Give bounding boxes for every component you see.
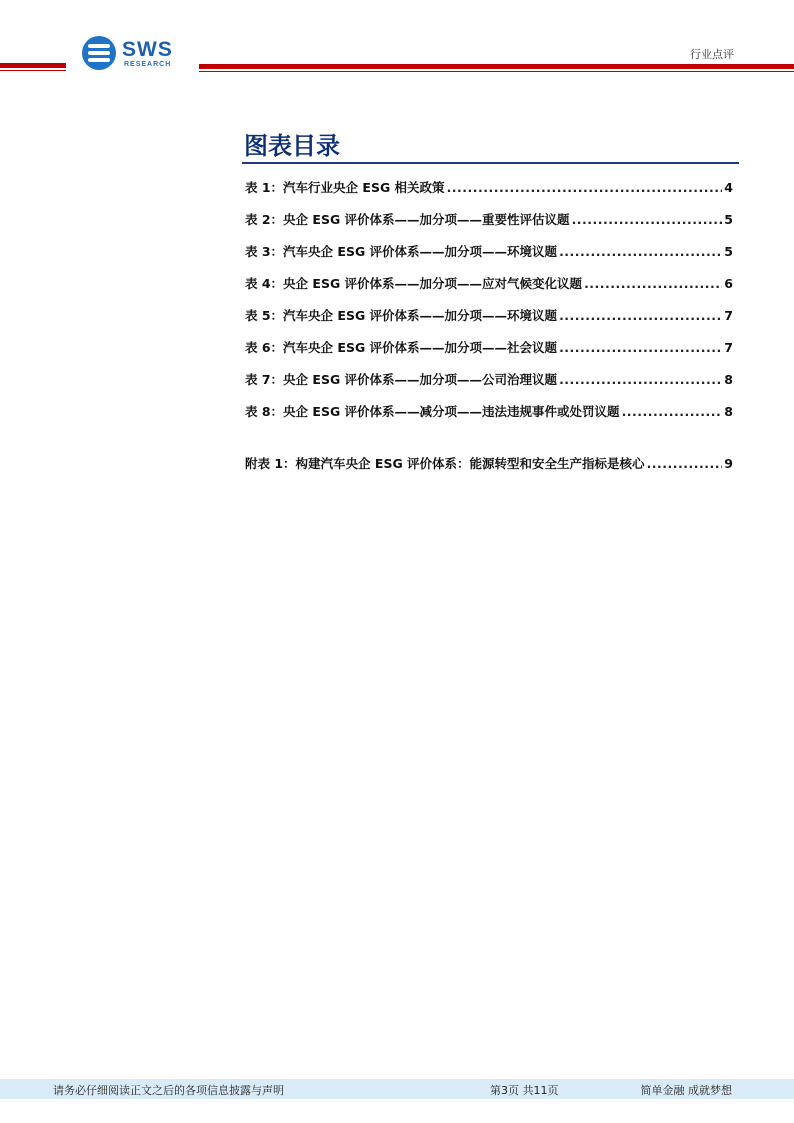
- toc-leader-dots: [559, 308, 722, 323]
- header-rule-left: [0, 63, 66, 68]
- logo-text: SWS: [122, 38, 173, 61]
- toc-leader-dots: [447, 180, 723, 195]
- page-title: 图表目录: [244, 132, 340, 160]
- toc-leader-dots: [559, 244, 722, 259]
- sws-logo: [82, 36, 192, 74]
- header-rule-right-thin: [199, 71, 794, 72]
- toc-leader-dots: [584, 276, 722, 291]
- toc-entry[interactable]: [245, 210, 733, 242]
- toc-entry-page: 7: [724, 308, 733, 323]
- toc-leader-dots: [572, 212, 723, 227]
- footer-page-info: 第3页 共11页: [490, 1084, 559, 1097]
- toc-entry-label: 表 1：汽车行业央企 ESG 相关政策: [245, 180, 445, 195]
- toc-entry[interactable]: [245, 178, 733, 210]
- toc-appendix-entry[interactable]: [245, 454, 733, 486]
- toc-entry-label: 表 8：央企 ESG 评价体系——减分项——违法违规事件或处罚议题: [245, 404, 620, 419]
- report-type: 行业点评: [690, 48, 734, 61]
- toc-entry-label: 表 7：央企 ESG 评价体系——加分项——公司治理议题: [245, 372, 558, 387]
- toc-entry-label: 表 2：央企 ESG 评价体系——加分项——重要性评估议题: [245, 212, 570, 227]
- footer-disclaimer: 请务必仔细阅读正文之后的各项信息披露与声明: [53, 1084, 284, 1097]
- toc-entry-page: 8: [724, 404, 733, 419]
- logo-mark-icon: [82, 36, 116, 70]
- title-divider: [242, 162, 739, 164]
- toc-entry-page: 7: [724, 340, 733, 355]
- toc-entry-label: 表 5：汽车央企 ESG 评价体系——加分项——环境议题: [245, 308, 558, 323]
- toc-entry-label: 附表 1：构建汽车央企 ESG 评价体系：能源转型和安全生产指标是核心: [245, 456, 645, 471]
- footer-slogan: 简单金融 成就梦想: [640, 1084, 732, 1097]
- toc-leader-dots: [559, 340, 722, 355]
- page-footer: [0, 1079, 794, 1099]
- table-of-figures: [245, 178, 733, 486]
- toc-entry[interactable]: [245, 370, 733, 402]
- toc-entry-page: 8: [724, 372, 733, 387]
- toc-entry[interactable]: [245, 338, 733, 370]
- toc-entry[interactable]: [245, 274, 733, 306]
- toc-entry[interactable]: [245, 402, 733, 434]
- toc-entry-page: 5: [724, 212, 733, 227]
- toc-entry[interactable]: [245, 306, 733, 338]
- toc-entry-label: 表 3：汽车央企 ESG 评价体系——加分项——环境议题: [245, 244, 558, 259]
- toc-entry-label: 表 4：央企 ESG 评价体系——加分项——应对气候变化议题: [245, 276, 583, 291]
- toc-entry-page: 4: [724, 180, 733, 195]
- toc-entry-label: 表 6：汽车央企 ESG 评价体系——加分项——社会议题: [245, 340, 558, 355]
- toc-entry-page: 6: [724, 276, 733, 291]
- toc-leader-dots: [622, 404, 723, 419]
- header-rule-left-thin: [0, 70, 66, 71]
- toc-leader-dots: [647, 456, 723, 471]
- toc-spacer: [245, 434, 733, 454]
- toc-entry[interactable]: [245, 242, 733, 274]
- toc-entry-page: 9: [724, 456, 733, 471]
- header-rule-right: [199, 64, 794, 69]
- logo-subtext: RESEARCH: [124, 61, 172, 68]
- toc-leader-dots: [559, 372, 722, 387]
- toc-entry-page: 5: [724, 244, 733, 259]
